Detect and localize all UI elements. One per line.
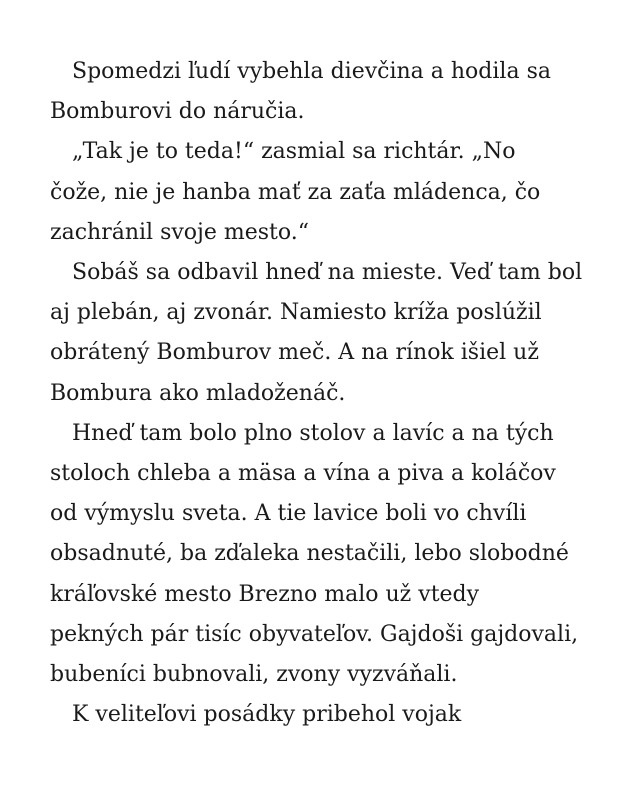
text-line: Bombura ako mladoženáč. [50, 380, 346, 406]
paragraph-5 [50, 695, 610, 735]
text-line: od výmyslu sveta. A tie lavice boli vo chvíli [50, 501, 527, 527]
text-line: K veliteľovi posádky pribehol vojak [72, 702, 462, 728]
text-line: obsadnuté, ba zďaleka nestačili, lebo slobodné [50, 541, 569, 567]
text-line: aj plebán, aj zvonár. Namiesto kríža poslúžil [50, 300, 542, 326]
text-line: Sobáš sa odbavil hneď na mieste. Veď tam bol [72, 260, 583, 286]
text-line: stoloch chleba a mäsa a vína a piva a koláčov [50, 461, 556, 487]
body-text [50, 52, 610, 735]
text-line: čože, nie je hanba mať za zaťa mládenca, čo [50, 179, 541, 205]
text-line: bubeníci bubnovali, zvony vyzváňali. [50, 662, 458, 688]
paragraph-2 [50, 132, 610, 253]
paragraph-1 [50, 52, 610, 132]
text-line: „Tak je to teda!“ zasmial sa richtár. „No [72, 139, 516, 165]
text-line: Hneď tam bolo plno stolov a lavíc a na tých [72, 420, 554, 446]
text-line: Spomedzi ľudí vybehla dievčina a hodila sa [72, 59, 551, 84]
text-line: zachránil svoje mesto.“ [50, 219, 309, 245]
text-line: pekných pár tisíc obyvateľov. Gajdoši gajdovali, [50, 621, 579, 647]
text-line: obrátený Bomburov meč. A na rínok išiel už [50, 340, 539, 366]
paragraph-3 [50, 253, 610, 414]
text-line: kráľovské mesto Brezno malo už vtedy [50, 581, 480, 607]
paragraph-4 [50, 414, 610, 695]
text-line: Bomburovi do náručia. [50, 99, 305, 125]
